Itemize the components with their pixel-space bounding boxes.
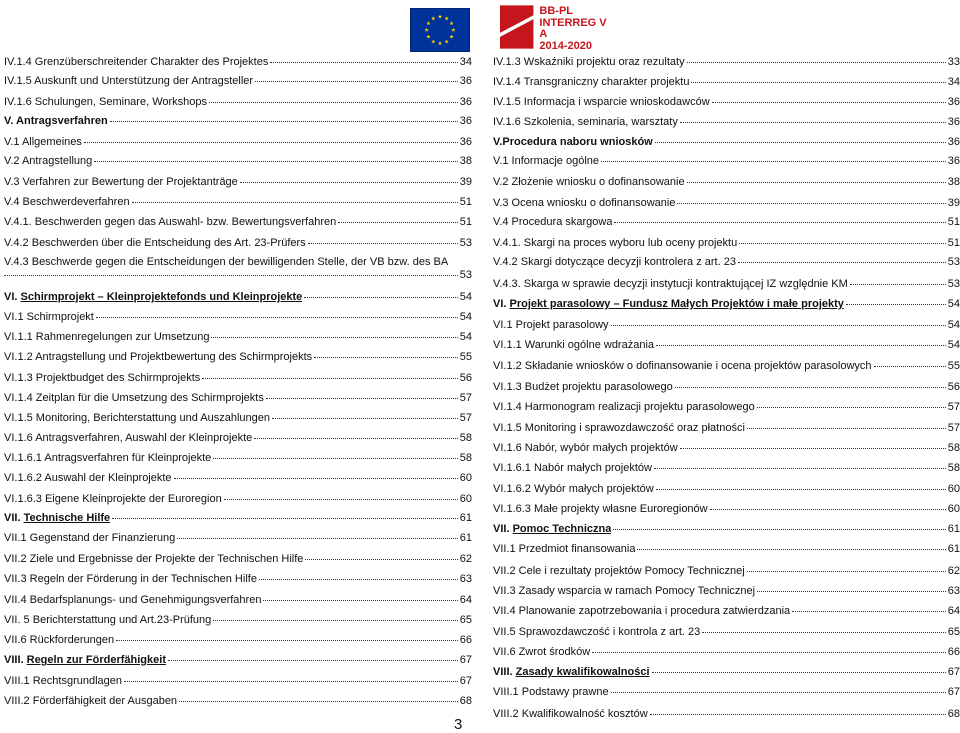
pl-toc-entry[interactable]	[493, 197, 960, 210]
pl-toc-entry-page: 66	[947, 646, 960, 658]
de-toc-entry-title: VI.1.6.3 Eigene Kleinprojekte der Euroregion	[4, 493, 222, 505]
de-toc-entry-title: VII.4 Bedarfsplanungs- und Genehmigungsverfahren	[4, 594, 262, 606]
eu-star-icon	[449, 21, 453, 25]
pl-toc-entry[interactable]	[493, 360, 960, 373]
de-toc-dot-leader	[112, 518, 458, 519]
de-toc-entry[interactable]	[4, 216, 472, 229]
pl-toc-entry-title: VI.1.4 Harmonogram realizacji projektu parasolowego	[493, 401, 755, 413]
pl-toc-dot-leader	[712, 102, 946, 103]
pl-toc-entry[interactable]	[493, 401, 960, 414]
pl-toc-dot-leader	[655, 142, 946, 143]
pl-toc-entry[interactable]	[493, 256, 960, 269]
de-toc-entry-title: VIII.1 Rechtsgrundlagen	[4, 675, 123, 687]
pl-toc-entry-page: 39	[947, 197, 960, 209]
de-toc-entry[interactable]	[4, 136, 472, 149]
de-toc-entry-page: 36	[459, 115, 472, 127]
de-toc-entry-title: V.2 Antragstellung	[4, 155, 93, 167]
de-toc-entry-page: 55	[459, 351, 472, 363]
pl-toc-entry-page: 36	[947, 136, 960, 148]
pl-toc-entry[interactable]	[493, 605, 960, 618]
pl-toc-entry[interactable]	[493, 585, 960, 598]
pl-toc-dot-leader	[757, 591, 946, 592]
de-toc-entry-page: 58	[459, 452, 472, 464]
pl-toc-entry-page: 53	[947, 256, 960, 268]
pl-toc-entry-page: 58	[947, 462, 960, 474]
de-toc-entry[interactable]	[4, 472, 472, 485]
de-toc-entry-title: VII.6 Rückforderungen	[4, 634, 115, 646]
de-toc-dot-leader	[124, 681, 458, 682]
de-toc-entry-page: 61	[459, 532, 472, 544]
de-toc-entry-page: 53	[459, 269, 472, 281]
pl-toc-dot-leader	[710, 509, 946, 510]
de-toc-entry[interactable]	[4, 372, 472, 385]
pl-toc-entry-page: 57	[947, 422, 960, 434]
de-toc-entry-page: 56	[459, 372, 472, 384]
de-toc-dot-leader	[84, 142, 458, 143]
de-toc-entry-page: 61	[459, 512, 472, 524]
pl-toc-dot-leader	[614, 222, 945, 223]
pl-toc-dot-leader	[611, 325, 946, 326]
de-toc-entry[interactable]	[4, 573, 472, 586]
pl-toc-entry-title: IV.1.3 Wskaźniki projektu oraz rezultaty	[493, 56, 685, 68]
de-toc-entry-title: VI.1.2 Antragstellung und Projektbewertung des Schirmprojekts	[4, 351, 313, 363]
eu-star-icon	[426, 34, 430, 38]
de-toc-entry[interactable]	[4, 614, 472, 627]
de-toc-dot-leader	[168, 660, 458, 661]
pl-toc-entry-page: 60	[947, 483, 960, 495]
de-toc-entry-title: VI.1.4 Zeitplan für die Umsetzung des Schirmprojekts	[4, 392, 264, 404]
de-toc-entry[interactable]	[4, 654, 472, 667]
pl-toc-entry[interactable]	[493, 319, 960, 332]
de-toc-entry[interactable]	[4, 634, 472, 647]
de-toc-dot-leader	[209, 102, 458, 103]
de-toc-entry-title: IV.1.6 Schulungen, Seminare, Workshops	[4, 96, 208, 108]
de-toc-entry-page: 62	[459, 553, 472, 565]
de-toc-entry-title: VI. Schirmprojekt – Kleinprojektefonds und Kleinprojekte	[4, 291, 303, 303]
pl-toc-dot-leader	[650, 714, 946, 715]
pl-toc-entry[interactable]	[493, 483, 960, 496]
de-toc-entry-title: VI.1.6.2 Auswahl der Kleinprojekte	[4, 472, 172, 484]
de-toc-entry-title: V.4.1. Beschwerden gegen das Auswahl- bzw. Bewertungsverfahren	[4, 216, 337, 228]
de-toc-entry-page: 60	[459, 472, 472, 484]
pl-toc-entry-title: IV.1.6 Szkolenia, seminaria, warsztaty	[493, 116, 678, 128]
de-toc-entry-page: 51	[459, 196, 472, 208]
pl-toc-entry[interactable]	[493, 298, 960, 311]
de-toc-entry[interactable]	[4, 493, 472, 506]
pl-toc-entry[interactable]	[493, 422, 960, 435]
pl-toc-entry-title: VI. Projekt parasolowy – Fundusz Małych Projektów i małe projekty	[493, 298, 844, 310]
eu-star-icon	[431, 16, 435, 20]
pl-toc-entry-title: VI.1.3 Budżet projektu parasolowego	[493, 381, 673, 393]
pl-toc-entry-page: 36	[947, 116, 960, 128]
pl-toc-entry-page: 64	[947, 605, 960, 617]
de-toc-entry-title: V.4 Beschwerdeverfahren	[4, 196, 130, 208]
pl-toc-entry-page: 61	[947, 543, 960, 555]
de-toc-entry[interactable]	[4, 237, 472, 250]
pl-toc-entry-title: V.3 Ocena wniosku o dofinansowanie	[493, 197, 676, 209]
de-toc-entry[interactable]	[4, 351, 472, 364]
eu-star-icon	[426, 21, 430, 25]
pl-toc-entry[interactable]	[493, 666, 960, 679]
pl-toc-entry-page: 36	[947, 96, 960, 108]
de-toc-entry-page: 36	[459, 96, 472, 108]
interreg-mark-icon	[498, 3, 535, 51]
pl-toc-entry[interactable]	[493, 96, 960, 109]
pl-toc-entry-page: 51	[947, 237, 960, 249]
de-toc-dot-leader	[266, 398, 458, 399]
de-toc-entry-page: 54	[459, 311, 472, 323]
de-toc-entry-title: VI.1.1 Rahmenregelungen zur Umsetzung	[4, 331, 210, 343]
interreg-logo-line-1: BB-PL	[539, 5, 574, 17]
de-toc-dot-leader	[202, 378, 457, 379]
pl-toc-entry-page: 58	[947, 442, 960, 454]
interreg-logo-line-2: INTERREG V A	[539, 16, 607, 40]
de-toc-entry[interactable]	[4, 269, 472, 282]
eu-star-icon	[438, 41, 442, 45]
de-toc-dot-leader	[272, 418, 458, 419]
pl-toc-dot-leader	[675, 387, 946, 388]
pl-toc-entry-page: 67	[947, 686, 960, 698]
pl-toc-entry-title: IV.1.4 Transgraniczny charakter projektu	[493, 76, 690, 88]
pl-toc-entry-title: VI.1 Projekt parasolowy	[493, 319, 609, 331]
eu-star-icon	[431, 39, 435, 43]
pl-toc-dot-leader	[846, 304, 946, 305]
pl-toc-entry-page: 38	[947, 176, 960, 188]
de-toc-entry-title: V.4.3 Beschwerde gegen die Entscheidungen der bewilligenden Stelle, der VB bzw. des BA	[4, 256, 449, 268]
pl-toc-entry[interactable]	[493, 381, 960, 394]
pl-toc-entry-title: V.2 Złożenie wniosku o dofinansowanie	[493, 176, 685, 188]
pl-toc-entry-title: VII.5 Sprawozdawczość i kontrola z art. 23	[493, 626, 701, 638]
pl-toc-entry-title: VI.1.6.3 Małe projekty własne Euroregionów	[493, 503, 708, 515]
pl-toc-entry[interactable]	[493, 237, 960, 250]
pl-toc-entry[interactable]	[493, 686, 960, 699]
pl-toc-dot-leader	[637, 549, 945, 550]
pl-toc-entry[interactable]	[493, 503, 960, 516]
de-toc-dot-leader	[213, 458, 457, 459]
pl-toc-dot-leader	[747, 428, 946, 429]
pl-toc-entry[interactable]	[493, 116, 960, 129]
eu-flag-logo	[410, 8, 470, 52]
interreg-logo-text	[539, 3, 616, 52]
de-toc-dot-leader	[179, 701, 458, 702]
pl-toc-entry-title: VII.3 Zasady wsparcia w ramach Pomocy Technicznej	[493, 585, 756, 597]
pl-toc-entry-title: VII.4 Planowanie zapotrzebowania i procedura zatwierdzania	[493, 605, 791, 617]
pl-toc-entry[interactable]	[493, 523, 960, 536]
pl-toc-entry-page: 54	[947, 339, 960, 351]
pl-toc-entry-title: VIII. Zasady kwalifikowalności	[493, 666, 650, 678]
de-toc-entry-page: 34	[459, 56, 472, 68]
pl-toc-entry-page: 62	[947, 565, 960, 577]
pl-toc-dot-leader	[738, 262, 946, 263]
pl-toc-entry-title: V.4.2 Skargi dotyczące decyzji kontrolera z art. 23	[493, 256, 736, 268]
de-toc-entry-title: VII. 5 Berichterstattung und Art.23-Prüfung	[4, 614, 212, 626]
pl-toc-entry[interactable]	[493, 708, 960, 721]
de-toc-entry-title: VII.3 Regeln der Förderung in der Technischen Hilfe	[4, 573, 257, 585]
de-toc-entry[interactable]	[4, 432, 472, 445]
de-toc-entry-page: 58	[459, 432, 472, 444]
de-toc-entry-page: 39	[459, 176, 472, 188]
de-toc-entry[interactable]	[4, 532, 472, 545]
de-toc-entry-title: VI.1 Schirmprojekt	[4, 311, 94, 323]
de-toc-entry[interactable]	[4, 291, 472, 304]
pl-toc-entry-page: 36	[947, 155, 960, 167]
pl-toc-entry-title: VIII.1 Podstawy prawne	[493, 686, 609, 698]
pl-toc-entry-page: 60	[947, 503, 960, 515]
pl-toc-dot-leader	[601, 161, 946, 162]
de-toc-entry[interactable]	[4, 452, 472, 465]
pl-toc-dot-leader	[702, 632, 945, 633]
de-toc-entry-page: 67	[459, 654, 472, 666]
de-toc-entry[interactable]	[4, 512, 472, 525]
pl-toc-entry-page: 53	[947, 278, 960, 290]
de-toc-entry-title: IV.1.5 Auskunft und Unterstützung der Antragsteller	[4, 75, 254, 87]
pl-toc-entry-title: V.4.1. Skargi na proces wyboru lub oceny projektu	[493, 237, 738, 249]
pl-toc-dot-leader	[677, 203, 945, 204]
pl-toc-dot-leader	[613, 529, 945, 530]
de-toc-dot-leader	[110, 121, 458, 122]
de-toc-dot-leader	[254, 438, 457, 439]
pl-toc-entry-page: 67	[947, 666, 960, 678]
pl-toc-entry[interactable]	[493, 216, 960, 229]
pl-toc-entry-title: VI.1.5 Monitoring i sprawozdawczość oraz płatności	[493, 422, 745, 434]
pl-toc-entry-title: VII.1 Przedmiot finansowania	[493, 543, 636, 555]
de-toc-dot-leader	[116, 640, 458, 641]
de-toc-entry-title: VI.1.5 Monitoring, Berichterstattung und Auszahlungen	[4, 412, 271, 424]
pl-toc-entry[interactable]	[493, 646, 960, 659]
de-toc-dot-leader	[4, 275, 458, 276]
de-toc-dot-leader	[224, 499, 458, 500]
de-toc-dot-leader	[314, 357, 458, 358]
pl-toc-entry[interactable]	[493, 76, 960, 89]
pl-toc-entry-title: VII.2 Cele i rezultaty projektów Pomocy Technicznej	[493, 565, 745, 577]
de-toc-dot-leader	[211, 337, 457, 338]
pl-toc-entry-page: 55	[947, 360, 960, 372]
pl-toc-entry-title: VII.6 Zwrot środków	[493, 646, 591, 658]
de-toc-entry-title: VIII.2 Förderfähigkeit der Ausgaben	[4, 695, 178, 707]
de-toc-entry[interactable]	[4, 176, 472, 189]
pl-toc-dot-leader	[739, 243, 946, 244]
de-toc-entry-page: 65	[459, 614, 472, 626]
pl-toc-entry-title: V.4 Procedura skargowa	[493, 216, 613, 228]
pl-toc-dot-leader	[850, 284, 946, 285]
de-toc-entry-page: 54	[459, 331, 472, 343]
interreg-logo-line-3: 2014-2020	[539, 39, 593, 52]
pl-toc-entry[interactable]	[493, 56, 960, 69]
eu-star-icon	[438, 14, 442, 18]
pl-toc-entry-page: 34	[947, 76, 960, 88]
pl-toc-dot-leader	[656, 345, 946, 346]
eu-star-icon	[449, 34, 453, 38]
de-toc-entry-title: VII. Technische Hilfe	[4, 512, 111, 524]
de-toc-entry[interactable]	[4, 412, 472, 425]
de-toc-entry[interactable]	[4, 56, 472, 69]
de-toc-entry-page: 57	[459, 412, 472, 424]
pl-toc-entry[interactable]	[493, 136, 960, 149]
de-toc-entry-title: V.3 Verfahren zur Bewertung der Projektanträge	[4, 176, 238, 188]
eu-star-icon	[451, 28, 455, 32]
de-toc-entry[interactable]	[4, 311, 472, 324]
pl-toc-dot-leader	[656, 489, 946, 490]
pl-toc-dot-leader	[592, 652, 946, 653]
de-toc-dot-leader	[270, 62, 457, 63]
pl-toc-entry-page: 33	[947, 56, 960, 68]
de-toc-entry[interactable]	[4, 331, 472, 344]
pl-toc-entry-title: VI.1.6 Nabór, wybór małych projektów	[493, 442, 678, 454]
de-toc-dot-leader	[213, 620, 457, 621]
de-toc-entry-page: 38	[459, 155, 472, 167]
de-toc-entry-page: 36	[459, 136, 472, 148]
pl-toc-entry-title: VI.1.2 Składanie wniosków o dofinansowanie i ocena projektów parasolowych	[493, 360, 872, 372]
pl-toc-dot-leader	[680, 122, 946, 123]
pl-toc-entry-title: VI.1.6.2 Wybór małych projektów	[493, 483, 654, 495]
pl-toc-entry[interactable]	[493, 176, 960, 189]
pl-toc-dot-leader	[792, 611, 946, 612]
interreg-logo	[498, 3, 616, 51]
eu-star-icon	[425, 28, 429, 32]
de-toc-entry[interactable]	[4, 594, 472, 607]
de-toc-entry-title: VI.1.6.1 Antragsverfahren für Kleinprojekte	[4, 452, 212, 464]
pl-toc-entry-page: 54	[947, 319, 960, 331]
de-toc-dot-leader	[263, 600, 457, 601]
pl-toc-entry[interactable]	[493, 155, 960, 168]
de-toc-entry-title: IV.1.4 Grenzüberschreitender Charakter des Projektes	[4, 56, 269, 68]
pl-toc-entry[interactable]	[493, 626, 960, 639]
pl-toc-entry[interactable]	[493, 339, 960, 352]
de-toc-dot-leader	[255, 81, 458, 82]
pl-toc-entry[interactable]	[493, 442, 960, 455]
de-toc-entry-page: 63	[459, 573, 472, 585]
pl-toc-entry-title: VI.1.1 Warunki ogólne wdrażania	[493, 339, 655, 351]
de-toc-entry-page: 66	[459, 634, 472, 646]
de-toc-entry[interactable]	[4, 96, 472, 109]
de-toc-entry-page: 68	[459, 695, 472, 707]
pl-toc-dot-leader	[691, 82, 945, 83]
de-toc-entry-page: 51	[459, 216, 472, 228]
de-toc-entry-title: VI.1.3 Projektbudget des Schirmprojekts	[4, 372, 201, 384]
pl-toc-entry-page: 56	[947, 381, 960, 393]
pl-toc-dot-leader	[747, 571, 946, 572]
de-toc-entry[interactable]	[4, 553, 472, 566]
de-toc-dot-leader	[177, 538, 458, 539]
de-toc-entry-title: VI.1.6 Antragsverfahren, Auswahl der Kleinprojekte	[4, 432, 253, 444]
pl-toc-entry-title: VII. Pomoc Techniczna	[493, 523, 612, 535]
de-toc-dot-leader	[259, 579, 458, 580]
pl-toc-dot-leader	[680, 448, 946, 449]
pl-toc-dot-leader	[687, 182, 946, 183]
pl-toc-entry-page: 54	[947, 298, 960, 310]
de-toc-entry-title: VII.1 Gegenstand der Finanzierung	[4, 532, 176, 544]
de-toc-dot-leader	[96, 317, 458, 318]
de-toc-entry-title: V.4.2 Beschwerden über die Entscheidung des Art. 23-Prüfers	[4, 237, 306, 249]
de-toc-entry[interactable]	[4, 392, 472, 405]
eu-star-icon	[445, 16, 449, 20]
pl-toc-entry[interactable]	[493, 462, 960, 475]
eu-stars-icon	[411, 9, 469, 51]
de-toc-dot-leader	[132, 202, 458, 203]
de-toc-dot-leader	[174, 478, 458, 479]
pl-toc-entry-page: 68	[947, 708, 960, 720]
de-toc-entry-page: 67	[459, 675, 472, 687]
pl-toc-entry[interactable]	[493, 565, 960, 578]
de-toc-entry[interactable]	[4, 256, 472, 269]
pl-toc-entry-title: VIII.2 Kwalifikowalność kosztów	[493, 708, 648, 720]
de-toc-entry[interactable]	[4, 675, 472, 688]
de-toc-entry-page: 60	[459, 493, 472, 505]
pl-toc-entry-page: 61	[947, 523, 960, 535]
pl-toc-entry-title: VI.1.6.1 Nabór małych projektów	[493, 462, 652, 474]
pl-toc-entry-page: 63	[947, 585, 960, 597]
pl-toc-dot-leader	[611, 692, 946, 693]
pl-toc-entry[interactable]	[493, 278, 960, 291]
de-toc-dot-leader	[304, 297, 457, 298]
de-toc-entry[interactable]	[4, 75, 472, 88]
pl-toc-entry-title: IV.1.5 Informacja i wsparcie wnioskodawców	[493, 96, 710, 108]
pl-toc-entry-title: V.4.3. Skarga w sprawie decyzji instytucji kontraktującej IZ względnie KM	[493, 278, 848, 290]
de-toc-entry-page: 54	[459, 291, 472, 303]
de-toc-dot-leader	[94, 161, 457, 162]
de-toc-entry[interactable]	[4, 196, 472, 209]
de-toc-entry-title: VII.2 Ziele und Ergebnisse der Projekte der Technischen Hilfe	[4, 553, 304, 565]
de-toc-entry-title: VIII. Regeln zur Förderfähigkeit	[4, 654, 166, 666]
pl-toc-entry[interactable]	[493, 543, 960, 556]
de-toc-entry[interactable]	[4, 695, 472, 708]
de-toc-entry-page: 57	[459, 392, 472, 404]
de-toc-entry-title: V.1 Allgemeines	[4, 136, 82, 148]
pl-toc-dot-leader	[874, 366, 946, 367]
pl-toc-dot-leader	[687, 62, 946, 63]
page-number: 3	[454, 716, 463, 733]
pl-toc-entry-page: 65	[947, 626, 960, 638]
de-toc-entry-page: 64	[459, 594, 472, 606]
de-toc-entry[interactable]	[4, 155, 472, 168]
pl-toc-dot-leader	[654, 468, 946, 469]
de-toc-dot-leader	[308, 243, 458, 244]
de-toc-entry-page: 53	[459, 237, 472, 249]
de-toc-entry[interactable]	[4, 115, 472, 128]
de-toc-dot-leader	[240, 182, 458, 183]
pl-toc-entry-page: 51	[947, 216, 960, 228]
pl-toc-dot-leader	[652, 672, 946, 673]
pl-toc-entry-page: 57	[947, 401, 960, 413]
eu-star-icon	[445, 39, 449, 43]
de-toc-entry-page: 36	[459, 75, 472, 87]
pl-toc-dot-leader	[757, 407, 946, 408]
de-toc-dot-leader	[338, 222, 458, 223]
de-toc-dot-leader	[305, 559, 457, 560]
de-toc-entry-title: V. Antragsverfahren	[4, 115, 108, 127]
pl-toc-entry-title: V.Procedura naboru wniosków	[493, 136, 653, 148]
pl-toc-entry-title: V.1 Informacje ogólne	[493, 155, 599, 167]
